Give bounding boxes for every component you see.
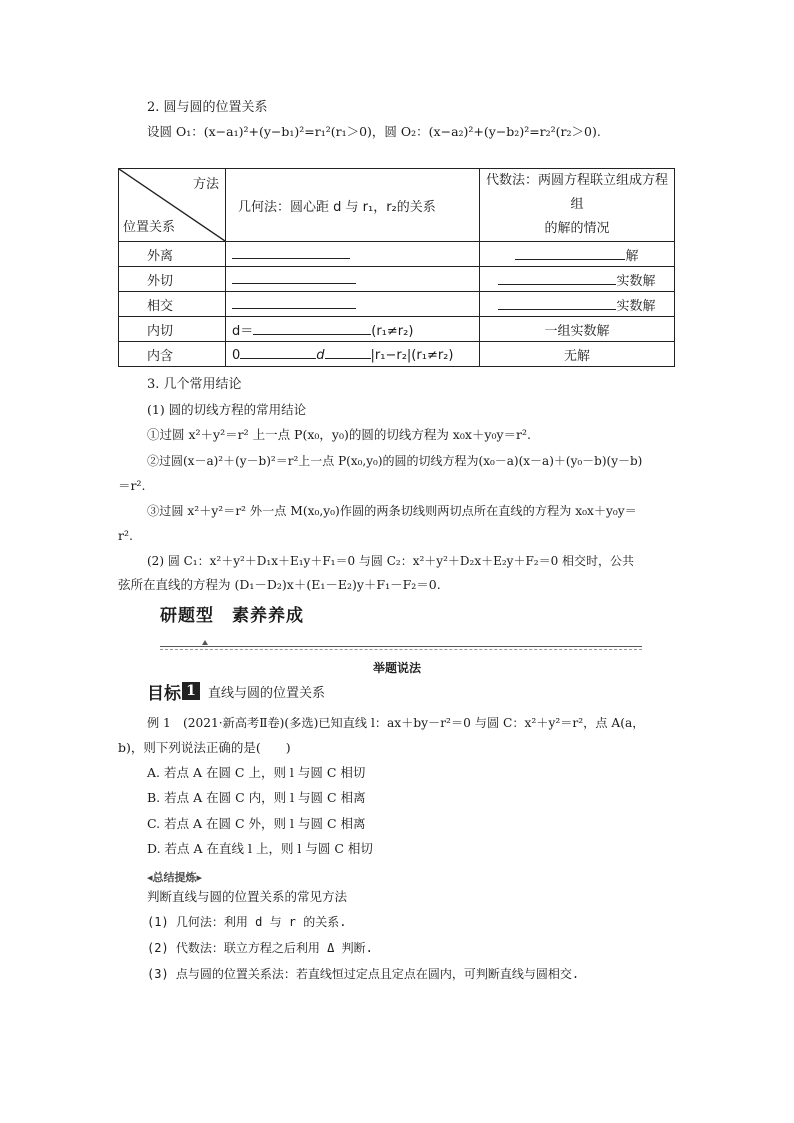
row-algebraic-suffix: 实数解 (616, 273, 656, 289)
heading-rule-dashed (160, 649, 642, 650)
fill-blank (253, 322, 371, 335)
row-geometric-cell (226, 267, 480, 292)
row-geometric-cell (226, 292, 480, 317)
row-geometric-prefix: 0 (232, 347, 241, 363)
summary-item-1: (1) 几何法：利用 d 与 r 的关系. (147, 915, 347, 929)
heading-rule (160, 646, 642, 647)
section-2-setup: 设圆 O₁：(x−a₁)²+(y−b₁)²=r₁²(r₁＞0)，圆 O₂：(x−a₂)²+(y−b₂)²=r₂²(r₂＞0). (147, 124, 601, 139)
target-label (147, 681, 326, 704)
row-algebraic-cell (480, 292, 675, 317)
row-algebraic-value: 无解 (480, 342, 675, 367)
row-name: 外切 (119, 267, 226, 292)
header-relation-label: 位置关系 (123, 220, 176, 235)
row-geometric-cell (226, 342, 480, 367)
section-3-sub1: (1) 圆的切线方程的常用结论 (147, 402, 307, 417)
row-geometric-prefix: d＝ (232, 323, 254, 339)
row-geometric-suffix: (r₁≠r₂) (371, 323, 414, 339)
table-row (119, 292, 675, 317)
header-method-label: 方法 (192, 177, 219, 192)
row-geometric-cell (226, 317, 480, 342)
summary-tag: ◂总结提炼▸ (147, 871, 203, 884)
summary-title: 判断直线与圆的位置关系的常见方法 (147, 889, 348, 904)
fill-blank (498, 272, 616, 285)
conclusion-item-1: ①过圆 x²＋y²＝r² 上一点 P(x₀，y₀)的圆的切线方程为 x₀x＋y₀y＝r². (147, 427, 532, 442)
section-3-sub2-line2: 弦所在直线的方程为 (D₁－D₂)x＋(E₁－E₂)y＋F₁－F₂＝0. (118, 577, 441, 592)
example-line-1: 例 1 (2021·新高考Ⅱ卷)(多选)已知直线 l：ax＋by－r²＝0 与圆 C：x²＋y²＝r²，点 A(a， (147, 716, 645, 730)
option-c: C. 若点 A 在圆 C 外，则 l 与圆 C 相离 (147, 816, 366, 831)
conclusion-item-3-line2: r². (118, 528, 133, 543)
table-row (119, 342, 675, 367)
example-line-2: b)，则下列说法正确的是( ) (118, 740, 291, 755)
table-row (119, 242, 675, 267)
header-algebraic-line2: 的解的情况 (544, 221, 610, 236)
relation-table (118, 168, 675, 367)
section-2-title: 2. 圆与圆的位置关系 (147, 100, 268, 115)
conclusion-item-2-line1: ②过圆(x－a)²＋(y－b)²＝r²上一点 P(x₀,y₀)的圆的切线方程为(x₀－a)(x－a)＋(y₀－b)(y－b) (147, 454, 643, 468)
row-algebraic-cell (480, 267, 675, 292)
target-title: 直线与圆的位置关系 (208, 685, 326, 701)
row-name: 内切 (119, 317, 226, 342)
section-3-sub2-line1: (2) 圆 C₁：x²＋y²＋D₁x＋E₁y＋F₁＝0 与圆 C₂：x²＋y²＋D₂x＋E₂y＋F₂＝0 相交时，公共 (147, 554, 635, 568)
row-geometric-suffix: |r₁−r₂|(r₁≠r₂) (370, 347, 454, 363)
header-algebraic (480, 169, 675, 242)
option-d: D. 若点 A 在直线 l 上，则 l 与圆 C 相切 (147, 841, 373, 856)
fill-blank (515, 247, 625, 260)
conclusion-item-2-line2: ＝r². (118, 478, 146, 493)
row-name: 外离 (119, 242, 226, 267)
row-algebraic-suffix: 解 (625, 248, 639, 264)
summary-item-3: (3) 点与圆的位置关系法：若直线恒过定点且定点在圆内，可判断直线与圆相交. (147, 967, 580, 981)
row-geometric-cell (226, 242, 480, 267)
summary-item-2: (2) 代数法：联立方程之后利用 Δ 判断. (147, 941, 373, 955)
option-b: B. 若点 A 在圆 C 内，则 l 与圆 C 相离 (147, 790, 366, 805)
fill-blank (232, 296, 356, 309)
subheading: 举题说法 (372, 661, 421, 675)
section-3-title: 3. 几个常用结论 (147, 377, 242, 392)
target-word: 目标 (147, 683, 181, 704)
triangle-marker-icon (202, 640, 208, 645)
fill-blank (240, 346, 316, 359)
table-header-diagonal-cell (119, 169, 226, 242)
fill-blank (325, 346, 371, 359)
option-a: A. 若点 A 在圆 C 上，则 l 与圆 C 相切 (147, 765, 366, 780)
header-geometric: 几何法：圆心距 d 与 r₁，r₂的关系 (226, 169, 480, 242)
row-algebraic-cell (480, 242, 675, 267)
row-algebraic-value: 一组实数解 (480, 317, 675, 342)
row-name: 内含 (119, 342, 226, 367)
table-row (119, 267, 675, 292)
target-number-badge: 1 (182, 682, 200, 700)
section-heading: 研题型 素养养成 (160, 606, 304, 626)
header-algebraic-line1: 代数法：两圆方程联立组成方程组 (486, 173, 669, 212)
row-geometric-mid: d (316, 347, 325, 363)
table-row (119, 317, 675, 342)
fill-blank (498, 297, 616, 310)
row-algebraic-suffix: 实数解 (616, 298, 656, 314)
conclusion-item-3-line1: ③过圆 x²＋y²＝r² 外一点 M(x₀,y₀)作圆的两条切线则两切点所在直线的方程为 x₀x＋y₀y＝ (147, 504, 637, 518)
row-name: 相交 (119, 292, 226, 317)
fill-blank (232, 246, 350, 259)
fill-blank (232, 271, 356, 284)
